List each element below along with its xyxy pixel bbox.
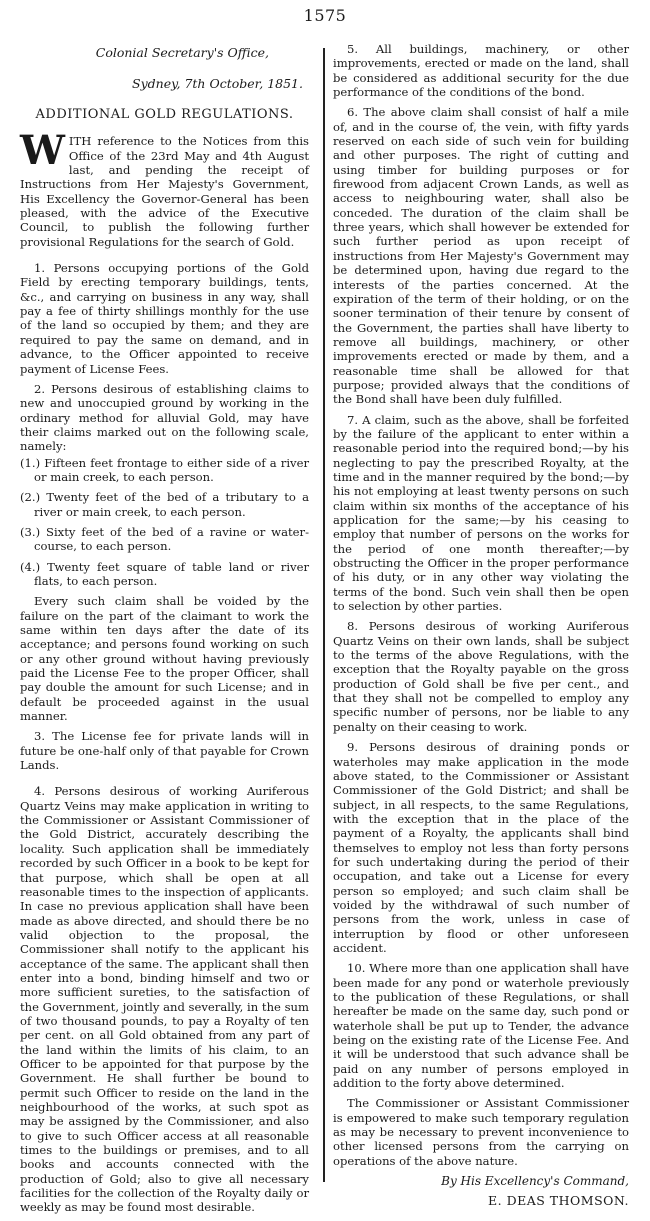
claim-scale-item-2: (2.) Twenty feet of the bed of a tributary to a river or main creek, to each person. — [20, 490, 309, 519]
regulation-2: 2. Persons desirous of establishing claims to new and unoccupied ground by working in the ordinary method for alluvial Gold, may have their claims marked out on the following scale, namely: — [20, 381, 309, 454]
claim-scale-item-3: (3.) Sixty feet of the bed of a ravine or water-course, to each person. — [20, 524, 309, 554]
regulation-10: 10. Where more than one application shall have been made for any pond or waterhole previously to the publication of these Regulations, or shall hereafter be made on the same day, such pond or waterhole shall be put up to Tender, the advance being on the existing rate of the License Fee. And it will be understood that such advance shall be paid on any number of persons employed in addition to the forty above determined. — [333, 961, 629, 1091]
intro-text: ITH reference to the Notices from this Office of the 23rd May and 4th August last, and pending the receipt of Instructions from Her Majesty's Government, His Excellency the Governor-General has been pleased, with the advice of the Executive Council, to publish the following further provisional Regulations for the search of Gold. — [20, 134, 309, 249]
document-title: ADDITIONAL GOLD REGULATIONS. — [35, 107, 294, 122]
regulation-8: 8. Persons desirous of working Auriferous Quartz Veins on their own lands, shall be subject to the terms of the above Regulations, with the exception that the Royalty payable on the gross production of Gold shall be five per cent., and that they shall not be compelled to employ any specific number of persons, nor be liable to any penalty on their ceasing to work. — [333, 619, 629, 734]
regulation-3: 3. The License fee for private lands will in future be one-half only of that payable for Crown Lands. — [20, 729, 309, 773]
column-divider — [323, 48, 325, 1182]
claim-scale-item-1: (1.) Fifteen feet frontage to either side of a river or main creek, to each person. — [20, 455, 309, 484]
regulation-9: 9. Persons desirous of draining ponds or waterholes may make application in the mode above stated, to the Commissioner or Assistant Commissioner of the Gold District; and shall be subject, in all respects, to the same Regulations, with the exception that in the place of the payment of a Royalty, the applicants shall bind themselves to employ not less than forty persons for such undertaking during the period of their occupation, and take out a License for every person so employed; and such claim shall be voided by the withdrawal of such number of persons from the work, unless in case of interruption by flood or other unforeseen accident. — [333, 740, 629, 955]
regulation-7: 7. A claim, such as the above, shall be forfeited by the failure of the applicant to enter within a reasonable period into the required bond;—by his neglecting to pay the prescribed Royalty, at the time and in the manner required by the bond;—by his not employing at least twenty persons on such claim within six months of the acceptance of his application for the same;—by his ceasing to employ that number of persons on the works for the period of one month thereafter;—by obstructing the Officer in the proper performance of his duty, or in any other way violating the terms of the bond. Such vein shall then be open to selection by other parties. — [333, 412, 629, 614]
claim-voiding-paragraph: Every such claim shall be voided by the failure on the part of the claimant to work the same within ten days after the date of its acceptance; and persons found working on such or any other ground without having previously paid the License Fee to the proper Officer, shall pay double the amount for such License; and in default be proceeded against in the usual manner. — [20, 594, 309, 724]
signer-name: E. DEAS THOMSON. — [488, 1193, 629, 1209]
drop-cap: W — [20, 127, 65, 175]
right-column — [333, 42, 629, 1215]
intro-paragraph — [20, 127, 309, 249]
regulation-6: 6. The above claim shall consist of half a mile of, and in the course of, the vein, with fifty yards reserved on each side of such vein for building and other purposes. The right of cutting and using timber for building purposes or for firewood from adjacent Crown Lands, as well as access to neighbouring water, shall also be conceded. The duration of the claim shall be three years, which shall however be extended for such further period as upon receipt of instructions from Her Majesty's Government may be determined upon, having due regard to the interests of the parties concerned. At the expiration of the term of their holding, or on the sooner termination of their tenure by consent of the Government, the parties shall have liberty to remove all buildings, machinery, or other improvements erected or made by them, and a reasonable time shall be allowed for that purpose; provided always that the conditions of the Bond shall have been duly fulfilled. — [333, 105, 629, 407]
left-column — [20, 40, 309, 1221]
office-heading: Colonial Secretary's Office, — [95, 45, 269, 60]
page-number: 1575 — [303, 6, 347, 25]
commissioner-paragraph: The Commissioner or Assistant Commissioner is empowered to make such temporary regulation as may be necessary to prevent inconvenience to other licensed persons from the carrying on operations of the above nature. — [333, 1096, 629, 1168]
regulation-5: 5. All buildings, machinery, or other improvements, erected or made on the land, shall be considered as additional security for the due performance of the conditions of the bond. — [333, 42, 629, 100]
claim-scale-item-4: (4.) Twenty feet square of table land or river flats, to each person. — [20, 559, 309, 588]
regulation-4: 4. Persons desirous of working Auriferous Quartz Veins may make application in writing to the Commissioner or Assistant Commissioner of the Gold District, accurately describing the locality. Such application shall be immediately recorded by such Officer in a book to be kept for that purpose, which shall be open at all reasonable times to the inspection of applicants. In case no previous application shall have been made as above directed, and should there be no valid objection to the proposal, the Commissioner shall notify to the applicant his acceptance of the same. The applicant shall then enter into a bond, binding himself and two or more sufficient sureties, to the satisfaction of the Government, jointly and severally, in the sum of two thousand pounds, to pay a Royalty of ten per cent. on all Gold obtained from any part of the land within the limits of his claim, to an Officer to be appointed for that purpose by the Government. He shall further be bound to permit such Officer to reside on the land in the neighbourhood of the works, at such spot as may be assigned by the Commissioner, and also to give to such Officer access at all reasonable times to the buildings or premises, and to all books and accounts connected with the production of Gold; also to give all necessary facilities for the collection of the Royalty daily or weekly as may be found most desirable. — [20, 784, 309, 1215]
regulation-1: 1. Persons occupying portions of the Gold Field by erecting temporary buildings, tents, &c., and carrying on business in any way, shall pay a fee of thirty shillings monthly for the use of the land so occupied by them; and they are required to pay the same on demand, and in advance, to the Officer appointed to receive payment of License Fees. — [20, 261, 309, 376]
place-date-heading: Sydney, 7th October, 1851. — [132, 76, 303, 91]
command-line: By His Excellency's Command, — [441, 1174, 629, 1189]
